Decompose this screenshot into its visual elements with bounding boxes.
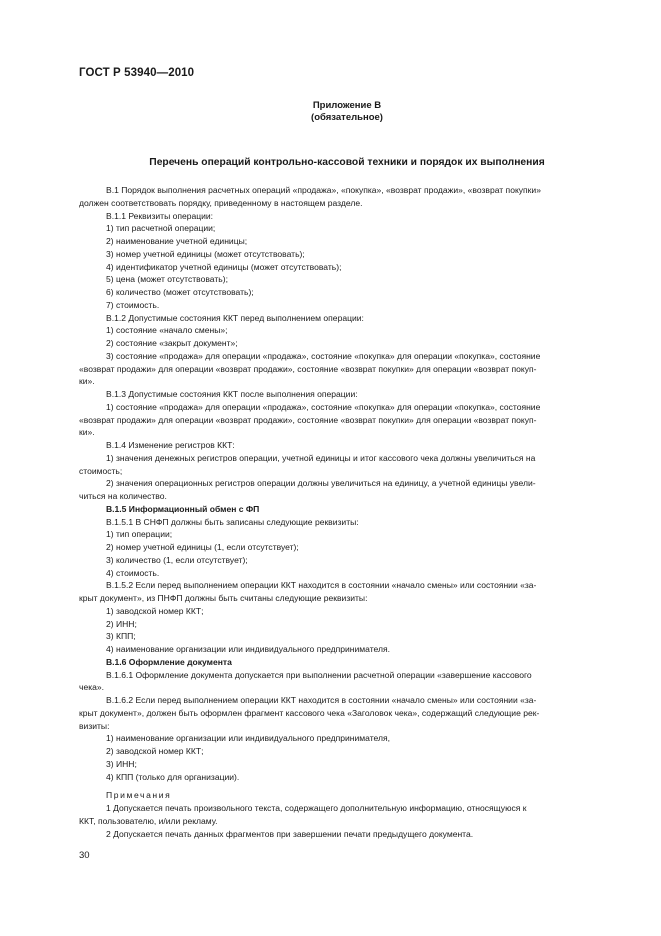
paragraph-line: ки». bbox=[79, 427, 95, 438]
paragraph-line: крыт документ», из ПНФП должны быть считаны следующие реквизиты: bbox=[79, 593, 368, 603]
list-item: 4) КПП (только для организации). bbox=[106, 771, 240, 782]
clause-heading: В.1.6.2 Если перед выполнением операции ККТ находится в состоянии «начало смены» или состоянии «за- bbox=[106, 695, 537, 705]
note-item: 1 Допускается печать произвольного текста, содержащего дополнительную информацию, относящуюся к bbox=[106, 803, 527, 813]
paragraph-line: ки». bbox=[79, 376, 95, 387]
clause-heading: В.1.5.2 Если перед выполнением операции ККТ находится в состоянии «начало смены» или состоянии «за- bbox=[106, 580, 537, 591]
section-title: Перечень операций контрольно-кассовой техники и порядок их выполнения bbox=[149, 157, 545, 168]
page-number: 30 bbox=[79, 850, 90, 861]
list-item: 2) значения операционных регистров операции должны увеличиться на единицу, а учетной единицы увели- bbox=[106, 478, 536, 489]
clause-heading: В.1.5.1 В СНФП должны быть записаны следующие реквизиты: bbox=[106, 516, 359, 527]
paragraph-line: стоимость; bbox=[79, 465, 123, 476]
list-item: 4) идентификатор учетной единицы (может отсутствовать); bbox=[106, 261, 342, 272]
list-item: 2) номер учетной единицы (1, если отсутствует); bbox=[106, 542, 299, 552]
clause-heading: В.1.1 Реквизиты операции: bbox=[106, 210, 214, 221]
list-item: 1) тип расчетной операции; bbox=[106, 223, 216, 234]
paragraph-line: читься на количество. bbox=[79, 491, 167, 501]
list-item: 7) стоимость. bbox=[106, 299, 160, 310]
document-header: ГОСТ Р 53940—2010 bbox=[79, 67, 195, 79]
clause-heading: В.1.6.1 Оформление документа допускается при выполнении расчетной операции «завершение кассового bbox=[106, 669, 532, 680]
list-item: 1) заводской номер ККТ; bbox=[106, 605, 204, 616]
appendix-type: (обязательное) bbox=[311, 112, 383, 123]
clause-heading: В.1.4 Изменение регистров ККТ: bbox=[106, 440, 235, 450]
clause-heading: В.1.6 Оформление документа bbox=[106, 656, 232, 667]
list-item: 4) стоимость. bbox=[106, 567, 160, 578]
clause-heading: В.1.2 Допустимые состояния ККТ перед выполнением операции: bbox=[106, 312, 364, 323]
paragraph-line: чека». bbox=[79, 682, 105, 693]
list-item: 1) значения денежных регистров операции, учетной единицы и итог кассового чека должны увеличиться на bbox=[106, 452, 536, 463]
clause-heading: В.1.3 Допустимые состояния ККТ после выполнения операции: bbox=[106, 389, 358, 399]
paragraph-line: крыт документ», должен быть оформлен фрагмент кассового чека «Заголовок чека», содержащий следующие рек- bbox=[79, 707, 540, 718]
list-item: 3) номер учетной единицы (может отсутствовать); bbox=[106, 248, 305, 259]
list-item: 6) количество (может отсутствовать); bbox=[106, 287, 254, 297]
appendix-heading bbox=[79, 100, 615, 124]
list-item: 5) цена (может отсутствовать); bbox=[106, 274, 228, 285]
list-item: 3) КПП; bbox=[106, 631, 136, 642]
list-item: 1) тип операции; bbox=[106, 529, 173, 540]
list-item: 2) состояние «закрыт документ»; bbox=[106, 338, 238, 348]
clause-heading: В.1.5 Информационный обмен с ФП bbox=[106, 503, 260, 514]
paragraph-line: «возврат продажи» для операции «возврат продажи», состояние «возврат покупки» для операции «возврат покуп- bbox=[79, 363, 537, 374]
list-item: 1) состояние «начало смены»; bbox=[106, 325, 228, 336]
list-item: 2) наименование учетной единицы; bbox=[106, 236, 248, 246]
list-item: 1) состояние «продажа» для операции «продажа», состояние «покупка» для операции «покупка», состояние bbox=[106, 401, 541, 412]
list-item: 1) наименование организации или индивидуального предпринимателя, bbox=[106, 733, 390, 744]
paragraph-line: визиты: bbox=[79, 720, 110, 731]
list-item: 2) заводской номер ККТ; bbox=[106, 746, 204, 756]
paragraph-line: должен соответствовать порядку, приведенному в настоящем разделе. bbox=[79, 197, 363, 208]
list-item: 3) ИНН; bbox=[106, 758, 137, 769]
paragraph-line: ККТ, пользователю, и/или рекламу. bbox=[79, 815, 218, 826]
appendix-label: Приложение В bbox=[312, 100, 382, 111]
notes-heading: Примечания bbox=[106, 790, 172, 801]
note-item: 2 Допускается печать данных фрагментов при завершении печати предыдущего документа. bbox=[106, 828, 474, 839]
list-item: 3) состояние «продажа» для операции «продажа», состояние «покупка» для операции «покупка», состояние bbox=[106, 350, 541, 361]
list-item: 4) наименование организации или индивидуального предпринимателя. bbox=[106, 644, 390, 654]
paragraph-line: «возврат продажи» для операции «возврат продажи», состояние «возврат покупки» для операции «возврат покуп- bbox=[79, 414, 537, 425]
paragraph-line: В.1 Порядок выполнения расчетных операций «продажа», «покупка», «возврат продажи», «возврат покупки» bbox=[106, 185, 541, 195]
list-item: 2) ИНН; bbox=[106, 618, 137, 629]
list-item: 3) количество (1, если отсутствует); bbox=[106, 554, 248, 565]
document-body bbox=[79, 184, 615, 840]
